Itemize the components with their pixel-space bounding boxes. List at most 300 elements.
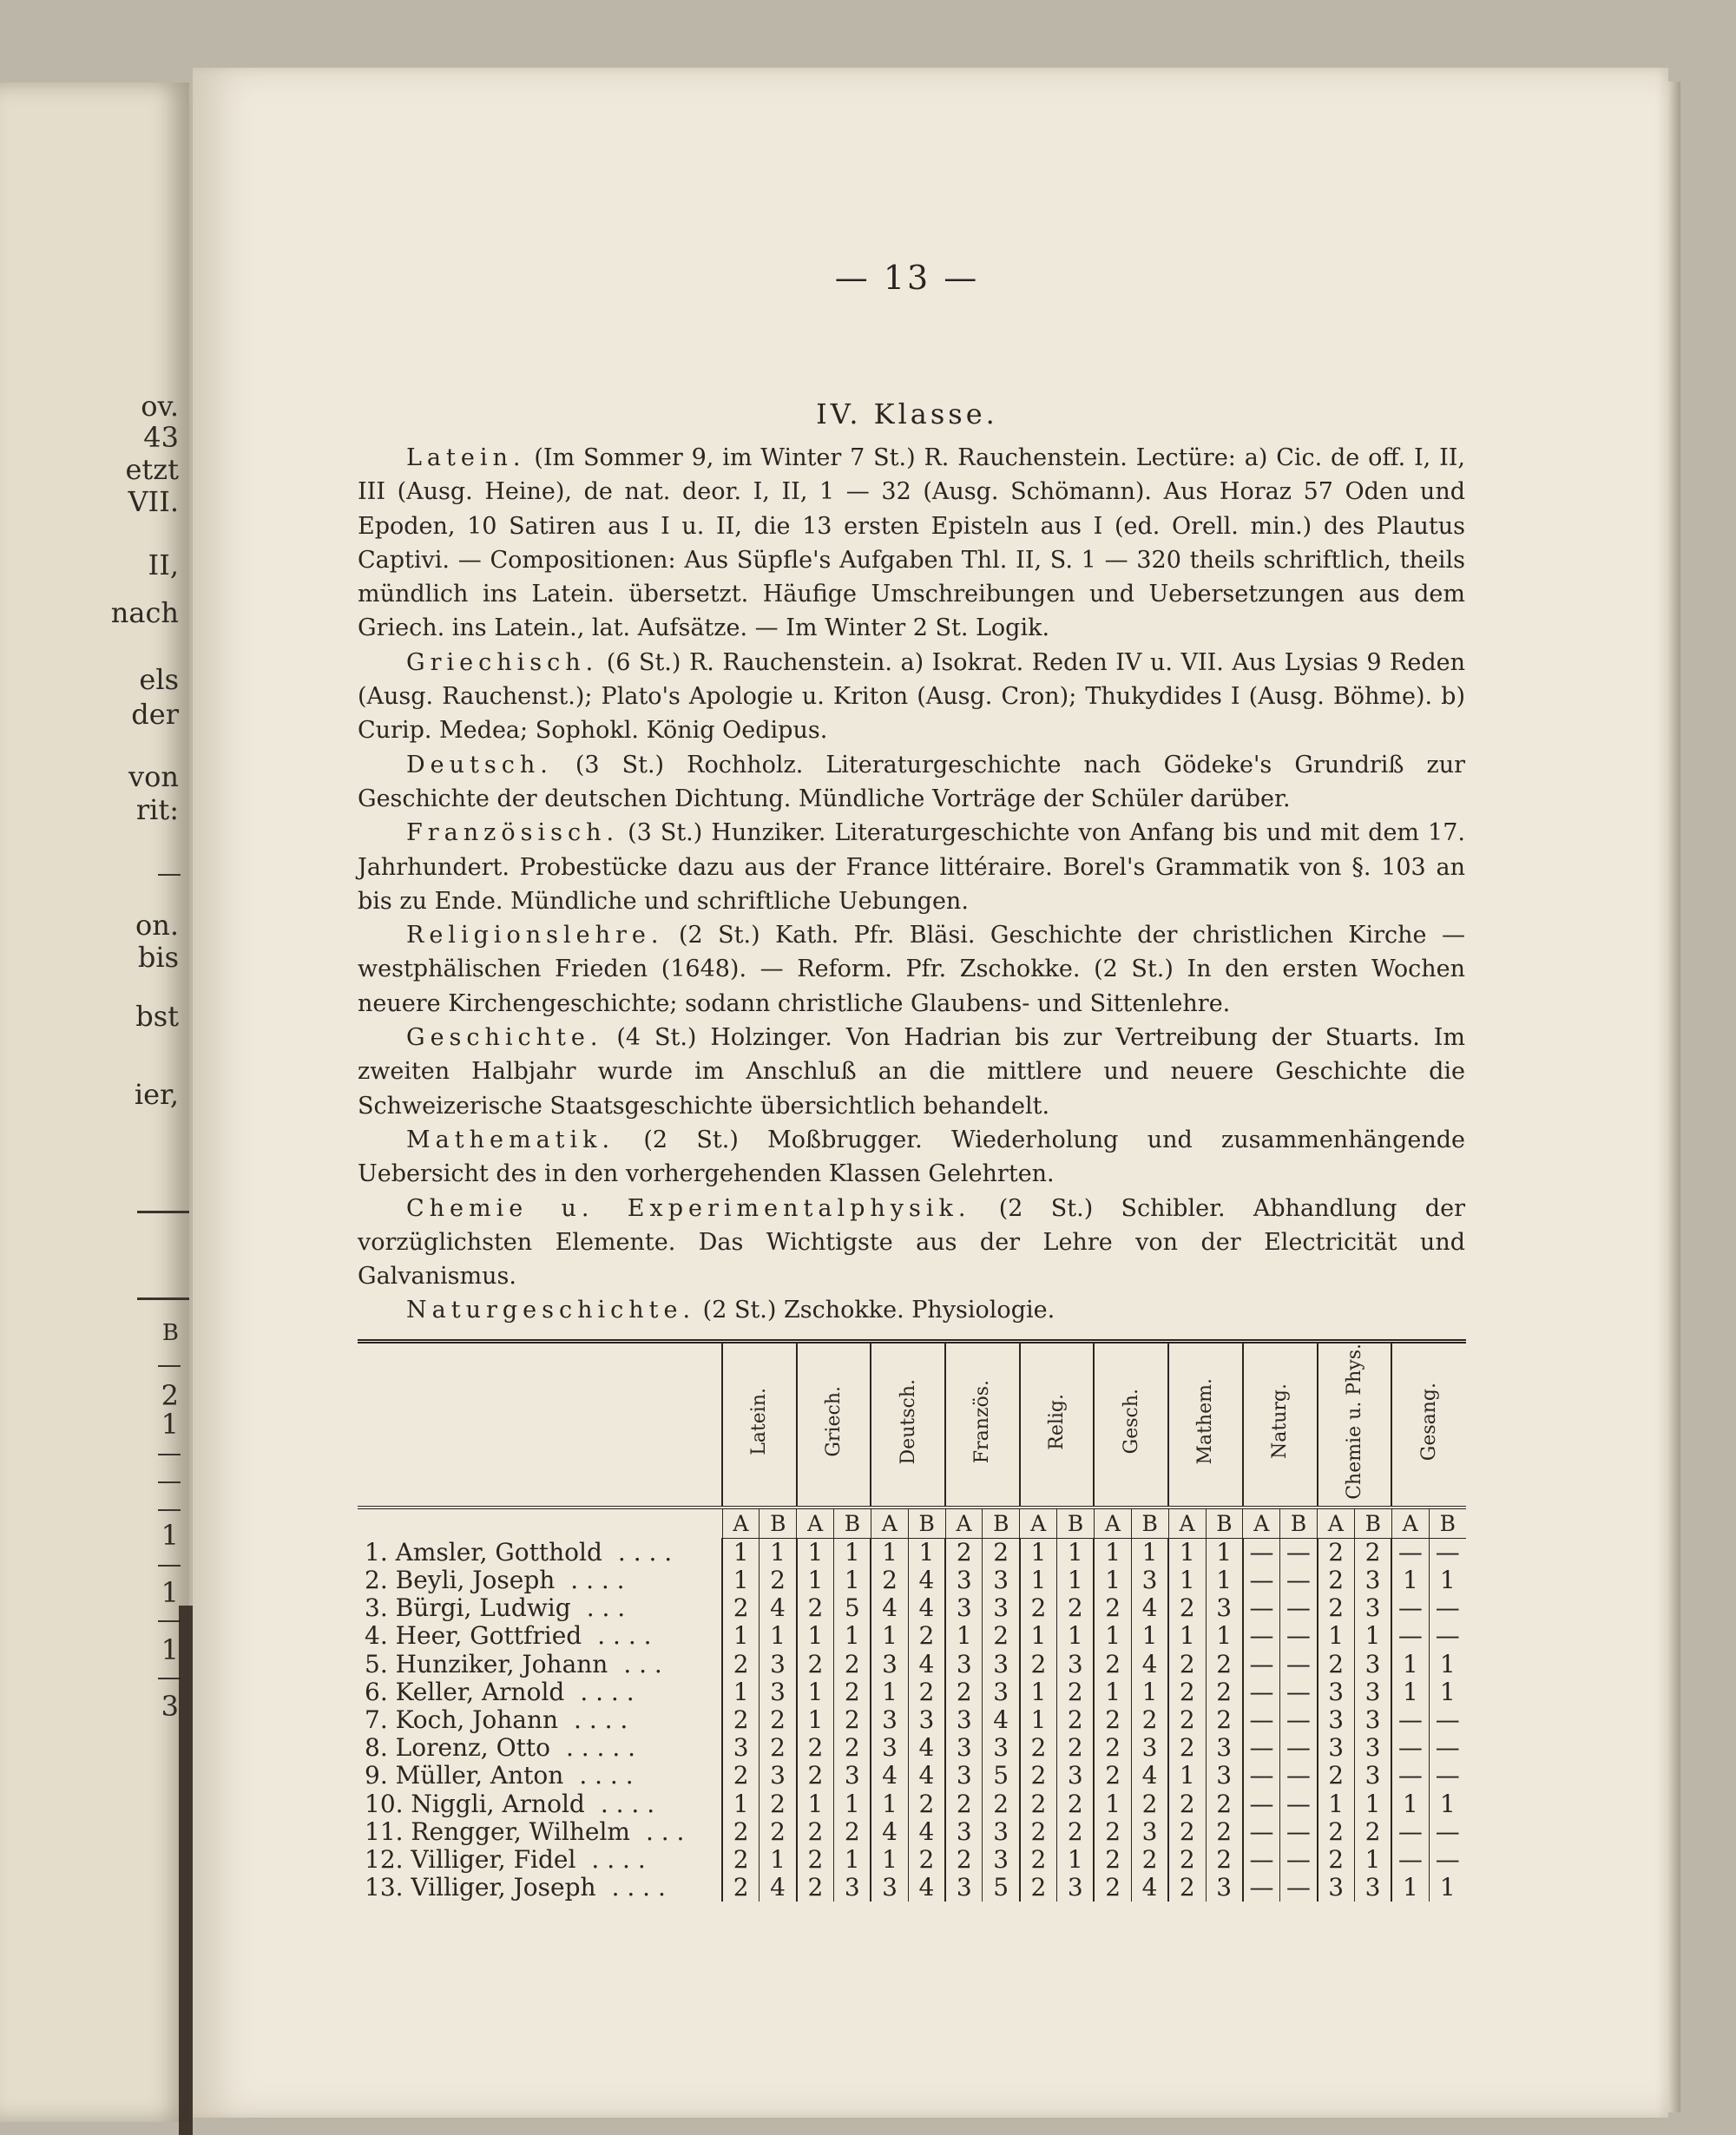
student-name: 3. Bürgi, Ludwig [365,1594,571,1623]
ab-label: B [1206,1508,1243,1539]
left-dash [158,874,181,876]
grade-cell: 3 [760,1651,797,1678]
left-fragment: bis [137,941,179,974]
table-row [358,1706,1466,1734]
student-name-cell [358,1622,722,1650]
grade-cell: 3 [871,1651,908,1678]
grade-cell: 3 [834,1874,871,1902]
left-fragment: VII. [128,485,179,518]
grade-cell: 3 [871,1874,908,1902]
grade-cell: 1 [722,1678,760,1706]
grade-cell: 3 [983,1846,1020,1874]
table-row [358,1790,1466,1817]
subject-header-row [358,1342,1466,1508]
grade-cell: 2 [1318,1846,1355,1874]
grade-cell: 1 [722,1790,760,1817]
table-row [358,1651,1466,1678]
grade-cell: 2 [1206,1818,1243,1846]
student-name: 4. Heer, Gottfried [365,1622,582,1651]
grade-cell: 4 [1131,1874,1168,1902]
grade-cell: — [1429,1734,1466,1762]
grade-cell: 2 [760,1790,797,1817]
grade-cell: — [1243,1874,1280,1902]
grade-cell: 1 [1094,1538,1131,1567]
ab-label: A [1094,1508,1131,1539]
left-fragment: nach [110,596,179,629]
subject-column-header [1168,1342,1243,1508]
grade-cell: 1 [1354,1790,1391,1817]
grade-cell: 1 [871,1538,908,1567]
grade-cell: 1 [1391,1678,1429,1706]
grade-cell: 2 [871,1567,908,1594]
grade-cell: 1 [760,1538,797,1567]
grade-cell: 1 [1318,1790,1355,1817]
grade-cell: 3 [945,1818,983,1846]
left-fragment: 1 [161,1576,179,1609]
ab-label: B [1280,1508,1318,1539]
grade-cell: 2 [1094,1818,1131,1846]
grade-cell: 4 [908,1594,945,1622]
left-rule [137,1211,189,1213]
left-fragment: ier, [134,1078,179,1111]
grade-cell: 2 [760,1706,797,1734]
grade-cell: 1 [1094,1622,1131,1650]
grade-cell: — [1243,1706,1280,1734]
grade-cell: 3 [983,1567,1020,1594]
grade-cell: — [1243,1846,1280,1874]
grade-cell: 1 [1057,1538,1095,1567]
grade-cell: 1 [797,1538,834,1567]
grade-cell: 2 [1168,1846,1206,1874]
grade-cell: 2 [722,1706,760,1734]
grade-cell: — [1243,1762,1280,1790]
grade-cell: 2 [1094,1594,1131,1622]
grade-cell: 2 [797,1734,834,1762]
grade-cell: — [1280,1678,1318,1706]
grade-cell: 2 [1206,1678,1243,1706]
grade-cell: 1 [1206,1567,1243,1594]
grade-cell: 1 [834,1790,871,1817]
grade-cell: 1 [1206,1538,1243,1567]
grade-cell: — [1429,1762,1466,1790]
grade-cell: 1 [1168,1622,1206,1650]
student-name: 6. Keller, Arnold [365,1678,565,1706]
left-fragment: 1 [161,1633,179,1666]
subject-column-label: Deutsch. [897,1378,919,1465]
grade-cell: — [1391,1622,1429,1650]
table-row [358,1678,1466,1706]
student-name-cell [358,1846,722,1874]
grade-cell: — [1243,1538,1280,1567]
grade-cell: 1 [871,1846,908,1874]
left-fragment: 2 [161,1379,179,1412]
ab-label: A [1020,1508,1057,1539]
grade-cell: — [1280,1567,1318,1594]
subject-column-label: Naturg. [1269,1383,1292,1460]
grade-cell: 2 [1131,1790,1168,1817]
grade-cell: 2 [1318,1818,1355,1846]
left-fragment: B [161,1320,179,1346]
grade-cell: 2 [722,1846,760,1874]
grade-cell: 2 [722,1874,760,1902]
header-blank [358,1342,722,1508]
grade-cell: 2 [945,1846,983,1874]
left-dash [158,1678,181,1679]
subject-name: Chemie u. Experimentalphysik. [406,1194,971,1222]
left-page [0,82,189,2122]
grade-cell: 3 [1318,1734,1355,1762]
header-blank [358,1508,722,1539]
left-fragment: der [131,698,179,731]
table-row [358,1622,1466,1650]
grade-cell: 2 [1020,1734,1057,1762]
grade-cell: — [1391,1706,1429,1734]
grade-cell: 2 [1057,1678,1095,1706]
student-name: 5. Hunziker, Johann [365,1650,608,1678]
subject-column-header [722,1342,797,1508]
ab-label: B [760,1508,797,1539]
subject-name: Naturgeschichte. [406,1297,696,1324]
subject-column-label: Französ. [971,1379,994,1463]
grade-cell: 1 [722,1538,760,1567]
grade-cell: 2 [908,1678,945,1706]
grade-cell: 3 [983,1594,1020,1622]
subject-column-label: Gesang. [1418,1382,1441,1462]
left-fragment: 43 [143,421,179,454]
student-name: 10. Niggli, Arnold [365,1790,585,1818]
leader-dots: . . . [623,1650,662,1678]
ab-label: A [1168,1508,1206,1539]
ab-label: B [1131,1508,1168,1539]
grade-cell: — [1280,1706,1318,1734]
table-row [358,1734,1466,1762]
grade-cell: — [1243,1567,1280,1594]
grade-cell: 1 [1057,1567,1095,1594]
grade-cell: 3 [945,1567,983,1594]
subject-name: Französisch. [406,819,620,847]
grade-cell: — [1391,1846,1429,1874]
left-fragment: 1 [161,1519,179,1552]
grade-cell: — [1391,1818,1429,1846]
grade-cell: 2 [760,1818,797,1846]
grade-cell: 1 [1131,1538,1168,1567]
grade-cell: 3 [983,1678,1020,1706]
grade-cell: 1 [1429,1790,1466,1817]
grade-cell: 2 [1094,1874,1131,1902]
subject-description: (4 St.) Holzinger. Von Hadrian bis zur Vertreibung der Stuarts. Im zweiten Halbjahr wurde im Anschluß an die mittlere und neuere Geschichte die Schweizerische Staatsgeschichte übersichtlich behandelt. [358,1024,1465,1120]
grade-cell: 2 [1354,1818,1391,1846]
subject-column-header [797,1342,871,1508]
grade-cell: 3 [1318,1678,1355,1706]
grade-cell: 2 [797,1846,834,1874]
grade-cell: — [1280,1790,1318,1817]
grade-cell: 3 [722,1734,760,1762]
grade-cell: — [1243,1734,1280,1762]
leader-dots: . . . . [611,1874,666,1902]
subject-column-label: Chemie u. Phys. [1343,1343,1365,1500]
left-dash [158,1565,181,1567]
grade-cell: 1 [1094,1567,1131,1594]
ab-label: A [945,1508,983,1539]
grade-cell: 1 [1131,1622,1168,1650]
grade-cell: 1 [1429,1651,1466,1678]
student-name-cell [358,1874,722,1902]
grade-cell: 3 [983,1651,1020,1678]
grade-cell: 2 [722,1762,760,1790]
grade-cell: 3 [1131,1818,1168,1846]
grade-cell: 2 [1131,1846,1168,1874]
grade-cell: 3 [945,1706,983,1734]
grade-cell: 2 [1020,1651,1057,1678]
grade-cell: 3 [1057,1762,1095,1790]
subject-column-header [1020,1342,1095,1508]
class-heading: IV. Klasse. [816,397,998,430]
grade-cell: 3 [1354,1706,1391,1734]
grade-cell: 1 [834,1846,871,1874]
grade-cell: 2 [1168,1818,1206,1846]
grade-cell: 1 [908,1538,945,1567]
grade-cell: 1 [1131,1678,1168,1706]
grade-cell: 4 [983,1706,1020,1734]
ab-label: A [1391,1508,1429,1539]
student-name-cell [358,1678,722,1706]
grade-cell: 1 [1318,1622,1355,1650]
student-name-cell [358,1790,722,1817]
grade-cell: 2 [983,1790,1020,1817]
grade-cell: 1 [722,1622,760,1650]
left-fragment: II, [148,549,179,581]
grade-cell: 2 [1057,1706,1095,1734]
table-row [358,1818,1466,1846]
grade-cell: 3 [1206,1594,1243,1622]
page-number: — 13 — [834,259,980,297]
student-name-cell [358,1762,722,1790]
subject-paragraph [358,1293,1465,1327]
grade-cell: 2 [722,1651,760,1678]
grade-cell: 3 [1354,1762,1391,1790]
grade-cell: 1 [1094,1790,1131,1817]
grade-cell: — [1243,1818,1280,1846]
page [193,68,1668,2118]
grade-cell: 2 [1318,1594,1355,1622]
grade-cell: 4 [908,1874,945,1902]
grade-cell: 2 [1168,1734,1206,1762]
grade-cell: 2 [797,1874,834,1902]
grade-cell: — [1391,1594,1429,1622]
grade-cell: 3 [983,1734,1020,1762]
page-edge [1668,82,1680,2112]
grade-cell: 3 [1318,1874,1355,1902]
grade-cell: 2 [1354,1538,1391,1567]
left-dash [158,1481,181,1483]
grade-cell: 3 [1057,1651,1095,1678]
grade-cell: 2 [945,1678,983,1706]
left-dash [158,1454,181,1455]
grade-cell: — [1391,1734,1429,1762]
grade-cell: — [1243,1678,1280,1706]
grade-cell: 3 [1206,1734,1243,1762]
grade-cell: 2 [1020,1818,1057,1846]
grade-cell: 2 [1057,1734,1095,1762]
grade-cell: — [1429,1818,1466,1846]
grade-cell: 1 [1354,1846,1391,1874]
grade-cell: — [1391,1538,1429,1567]
grade-cell: 1 [1094,1678,1131,1706]
student-name: 11. Rengger, Wilhelm [365,1817,630,1846]
grade-cell: 2 [1057,1818,1095,1846]
grade-cell: 1 [797,1622,834,1650]
grade-cell: 2 [834,1651,871,1678]
student-name-cell [358,1818,722,1846]
grade-cell: 1 [722,1567,760,1594]
subject-description: (2 St.) Schibler. Abhandlung der vorzüglichsten Elemente. Das Wichtigste aus der Lehre von der Electricität und Galvanismus. [358,1194,1465,1291]
grade-cell: 2 [1318,1538,1355,1567]
left-fragment: 3 [161,1690,179,1723]
left-fragment: von [128,760,179,793]
student-name-cell [358,1567,722,1594]
ab-label: B [1057,1508,1095,1539]
grade-cell: 2 [1094,1846,1131,1874]
left-fragment: els [139,663,179,696]
subject-description: (2 St.) Zschokke. Physiologie. [702,1297,1055,1324]
grade-cell: 1 [834,1567,871,1594]
table-row [358,1874,1466,1902]
subject-paragraph [358,748,1465,817]
grade-cell: 2 [797,1762,834,1790]
grade-cell: 2 [983,1538,1020,1567]
grade-cell: 1 [797,1567,834,1594]
student-name: 1. Amsler, Gotthold [365,1538,602,1567]
grade-cell: 2 [1168,1594,1206,1622]
grade-cell: — [1243,1790,1280,1817]
grade-cell: 1 [1020,1622,1057,1650]
grade-cell: 2 [1020,1874,1057,1902]
subject-name: Mathematik. [406,1126,615,1153]
grade-cell: 2 [945,1538,983,1567]
grade-cell: — [1280,1874,1318,1902]
grade-cell: 1 [1168,1567,1206,1594]
grade-cell: 1 [1391,1651,1429,1678]
grade-cell: 4 [1131,1594,1168,1622]
subject-column-header [1094,1342,1168,1508]
grade-cell: — [1429,1594,1466,1622]
grade-cell: 3 [760,1762,797,1790]
grade-cell: 2 [945,1790,983,1817]
subject-description: (Im Sommer 9, im Winter 7 St.) R. Rauchenstein. Lectüre: a) Cic. de off. I, II, III (Ausg. Heine), de nat. deor. I, II, 1 — 32 (Ausg. Schömann). Aus Horaz 57 Oden und Epoden, 10 Satiren aus I u. II, die 13 ersten Episteln aus I (ed. Orell. min.) des Plautus Captivi. — Compositionen: Aus Süpfle's Aufgaben Thl. II, S. 1 — 320 theils schriftlich, theils mündlich ins Latein. übersetzt. Häufige Umschreibungen und Uebersetzungen aus dem Griech. ins Latein., lat. Aufsätze. — Im Winter 2 St. Logik. [358,444,1465,642]
subject-column-label: Gesch. [1120,1389,1142,1455]
grade-cell: 5 [983,1762,1020,1790]
grade-cell: — [1429,1538,1466,1567]
leader-dots: . . . . [580,1678,635,1706]
grade-cell: 3 [1206,1762,1243,1790]
student-name-cell [358,1734,722,1762]
grade-cell: — [1280,1846,1318,1874]
student-name: 7. Koch, Johann [365,1705,559,1734]
grade-cell: — [1280,1622,1318,1650]
grade-cell: 3 [945,1762,983,1790]
grade-cell: 2 [1057,1594,1095,1622]
subject-paragraph [358,1123,1465,1192]
subject-paragraph [358,918,1465,1021]
grade-cell: 3 [1354,1874,1391,1902]
grade-cell: 1 [1429,1874,1466,1902]
grade-cell: 4 [908,1651,945,1678]
subject-name: Latein. [406,444,526,471]
grade-cell: 1 [797,1706,834,1734]
left-dash [158,1509,181,1511]
grade-cell: — [1243,1594,1280,1622]
grade-cell: — [1280,1594,1318,1622]
leader-dots: . . . [645,1817,685,1846]
subject-column-header [871,1342,945,1508]
subject-paragraph [358,441,1465,646]
student-name-cell [358,1706,722,1734]
subject-column-header [1318,1342,1392,1508]
student-name-cell [358,1538,722,1567]
grade-cell: 2 [1206,1846,1243,1874]
grade-cell: 3 [1354,1567,1391,1594]
grade-cell: 3 [1354,1734,1391,1762]
left-fragment: 1 [161,1408,179,1441]
leader-dots: . . . . [570,1566,625,1595]
student-name: 12. Villiger, Fidel [365,1845,576,1874]
grade-cell: 2 [908,1622,945,1650]
subject-description: (3 St.) Rochholz. Literaturgeschichte nach Gödeke's Grundriß zur Geschichte der deutschen Dichtung. Mündliche Vorträge der Schüler darüber. [358,751,1465,812]
leader-dots: . . . . [579,1762,634,1790]
grade-cell: 4 [760,1594,797,1622]
grade-cell: 1 [797,1790,834,1817]
grade-cell: 1 [1206,1622,1243,1650]
grade-cell: 1 [834,1538,871,1567]
left-rule [137,1297,189,1300]
grade-cell: 5 [983,1874,1020,1902]
subject-column-label: Griech. [823,1386,845,1457]
grade-cell: — [1280,1538,1318,1567]
grade-cell: 5 [834,1594,871,1622]
grade-cell: 3 [1318,1706,1355,1734]
grade-cell: 1 [871,1622,908,1650]
grade-cell: 3 [908,1706,945,1734]
subject-column-label: Mathem. [1194,1378,1217,1465]
grade-cell: 1 [1020,1538,1057,1567]
grade-cell: 2 [983,1622,1020,1650]
grade-cell: — [1280,1651,1318,1678]
grade-cell: 1 [1057,1622,1095,1650]
grade-cell: 3 [945,1651,983,1678]
ab-label: B [1354,1508,1391,1539]
subject-paragraph [358,1021,1465,1123]
grade-cell: — [1429,1846,1466,1874]
left-dash [158,1365,181,1367]
grade-cell: 2 [1131,1706,1168,1734]
curriculum-text [358,441,1465,1328]
grade-cell: 2 [1168,1874,1206,1902]
grade-cell: 2 [1020,1846,1057,1874]
ab-label: B [834,1508,871,1539]
grade-cell: 1 [760,1622,797,1650]
grade-cell: 4 [1131,1651,1168,1678]
subject-description: (6 St.) R. Rauchenstein. a) Isokrat. Reden IV u. VII. Aus Lysias 9 Reden (Ausg. Rauchenst.); Plato's Apologie u. Kriton (Ausg. Cron); Thukydides I (Ausg. Böhme). b) Curip. Medea; Sophokl. König Oedipus. [358,648,1465,745]
grade-cell: 2 [1094,1762,1131,1790]
grade-cell: 3 [760,1678,797,1706]
left-fragment: etzt [125,453,179,486]
grade-cell: 2 [908,1790,945,1817]
subject-column-label: Relig. [1046,1393,1069,1450]
bookmark-ribbon [179,1606,193,2135]
ab-label: B [1429,1508,1466,1539]
grade-cell: — [1280,1818,1318,1846]
grade-cell: 1 [1168,1538,1206,1567]
